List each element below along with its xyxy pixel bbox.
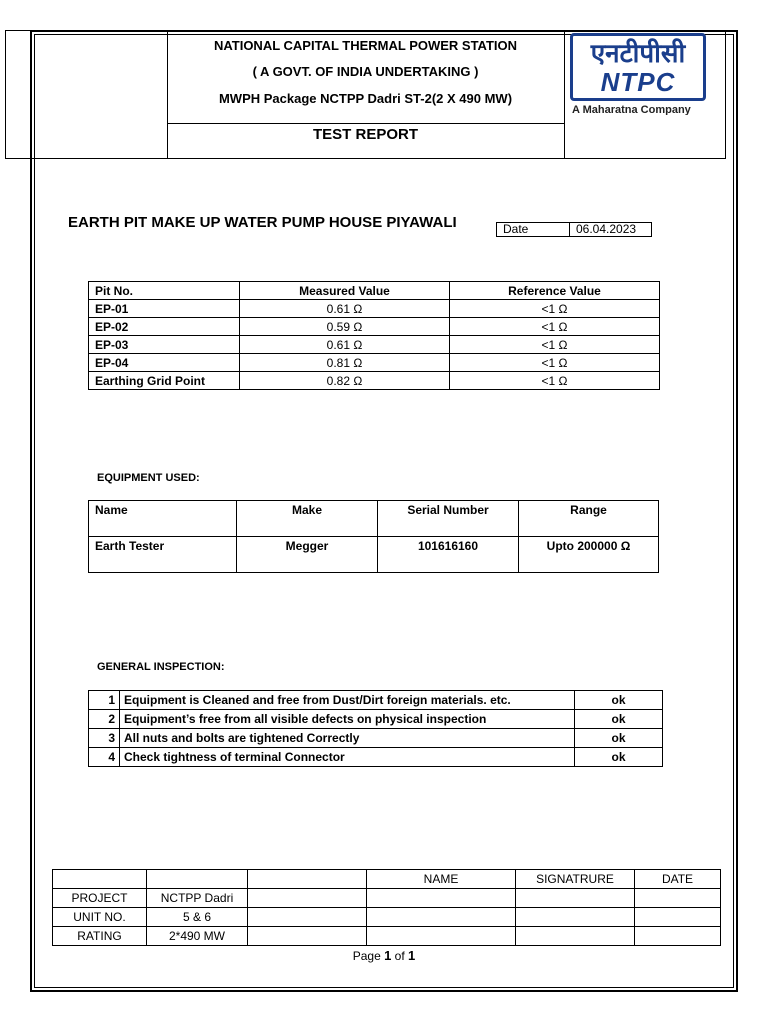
table-row — [53, 889, 721, 908]
page-number — [0, 948, 768, 963]
inspection-item: Equipment is Cleaned and free from Dust/Dirt foreign materials. etc. — [120, 691, 575, 710]
logo-tagline: A Maharatna Company — [572, 104, 691, 115]
reference-value: <1 Ω — [450, 354, 660, 372]
column-header — [147, 870, 248, 889]
table-row — [53, 908, 721, 927]
column-header — [248, 870, 367, 889]
measured-value: 0.82 Ω — [240, 372, 450, 390]
equipment-heading: EQUIPMENT USED: — [97, 472, 200, 484]
column-header-signature: SIGNATRURE — [516, 870, 635, 889]
empty-cell — [248, 927, 367, 946]
inspection-status: ok — [575, 691, 663, 710]
header-divider-right — [564, 30, 565, 159]
column-header: Name — [89, 501, 237, 537]
row-label: PROJECT — [53, 889, 147, 908]
column-header-name: NAME — [367, 870, 516, 889]
equipment-make: Megger — [237, 537, 378, 573]
date-cell — [635, 889, 721, 908]
date-label: Date — [503, 222, 529, 236]
equipment-range: Upto 200000 Ω — [519, 537, 659, 573]
column-header: Reference Value — [450, 282, 660, 300]
table-header-row — [89, 501, 659, 537]
measured-value: 0.61 Ω — [240, 300, 450, 318]
inspection-status: ok — [575, 748, 663, 767]
column-header: Make — [237, 501, 378, 537]
equipment-serial: 101616160 — [378, 537, 519, 573]
table-row — [89, 537, 659, 573]
reference-value: <1 Ω — [450, 336, 660, 354]
empty-cell — [248, 889, 367, 908]
pit-no: EP-04 — [89, 354, 240, 372]
column-header: Range — [519, 501, 659, 537]
inspection-item: Equipment’s free from all visible defects on physical inspection — [120, 710, 575, 729]
measured-value: 0.61 Ω — [240, 336, 450, 354]
table-row — [89, 372, 660, 390]
table-row — [89, 729, 663, 748]
org-name: NATIONAL CAPITAL THERMAL POWER STATION — [213, 38, 518, 53]
name-cell — [367, 889, 516, 908]
inspection-item: Check tightness of terminal Connector — [120, 748, 575, 767]
table-row — [89, 354, 660, 372]
row-value: 5 & 6 — [147, 908, 248, 927]
row-label: UNIT NO. — [53, 908, 147, 927]
table-row — [53, 927, 721, 946]
inspection-number: 1 — [89, 691, 120, 710]
column-header-date: DATE — [635, 870, 721, 889]
page-total: 1 — [408, 948, 416, 963]
table-row — [89, 318, 660, 336]
logo-english-text: NTPC — [600, 67, 676, 97]
measured-value: 0.81 Ω — [240, 354, 450, 372]
table-row — [89, 748, 663, 767]
table-row — [89, 691, 663, 710]
table-row — [89, 336, 660, 354]
reference-value: <1 Ω — [450, 318, 660, 336]
name-cell — [367, 908, 516, 927]
pit-no: EP-02 — [89, 318, 240, 336]
signature-cell — [516, 908, 635, 927]
date-cell — [635, 908, 721, 927]
logo-hindi-text: एनटीपीसी — [590, 38, 686, 68]
inspection-heading: GENERAL INSPECTION: — [97, 661, 225, 673]
row-label: RATING — [53, 927, 147, 946]
date-value: 06.04.2023 — [576, 222, 637, 236]
org-subtitle: ( A GOVT. OF INDIA UNDERTAKING ) — [252, 64, 479, 79]
page-prefix: Page — [352, 949, 381, 963]
inspection-status: ok — [575, 729, 663, 748]
empty-cell — [248, 908, 367, 927]
inspection-number: 2 — [89, 710, 120, 729]
inspection-status: ok — [575, 710, 663, 729]
pit-table — [88, 281, 660, 390]
report-type: TEST REPORT — [312, 126, 418, 143]
measured-value: 0.59 Ω — [240, 318, 450, 336]
package-line: MWPH Package NCTPP Dadri ST-2(2 X 490 MW) — [218, 91, 513, 106]
table-row — [89, 300, 660, 318]
page-of: of — [394, 949, 405, 963]
pit-no: EP-03 — [89, 336, 240, 354]
inspection-number: 4 — [89, 748, 120, 767]
date-cell — [635, 927, 721, 946]
table-header-row — [89, 282, 660, 300]
page-current: 1 — [384, 948, 392, 963]
inspection-table — [88, 690, 663, 767]
column-header: Measured Value — [240, 282, 450, 300]
pit-no: Earthing Grid Point — [89, 372, 240, 390]
report-title: EARTH PIT MAKE UP WATER PUMP HOUSE PIYAWALI — [68, 214, 457, 231]
signature-cell — [516, 927, 635, 946]
signoff-table — [52, 869, 721, 946]
column-header: Pit No. — [89, 282, 240, 300]
table-header-row — [53, 870, 721, 889]
equipment-name: Earth Tester — [89, 537, 237, 573]
name-cell — [367, 927, 516, 946]
ntpc-logo — [570, 33, 710, 113]
date-separator — [569, 223, 570, 236]
equipment-table — [88, 500, 659, 573]
reference-value: <1 Ω — [450, 372, 660, 390]
header-divider-horizontal — [167, 123, 564, 124]
inspection-item: All nuts and bolts are tightened Correctly — [120, 729, 575, 748]
row-value: 2*490 MW — [147, 927, 248, 946]
date-box — [496, 222, 652, 237]
column-header — [53, 870, 147, 889]
column-header: Serial Number — [378, 501, 519, 537]
row-value: NCTPP Dadri — [147, 889, 248, 908]
table-row — [89, 710, 663, 729]
pit-no: EP-01 — [89, 300, 240, 318]
reference-value: <1 Ω — [450, 300, 660, 318]
signature-cell — [516, 889, 635, 908]
inspection-number: 3 — [89, 729, 120, 748]
